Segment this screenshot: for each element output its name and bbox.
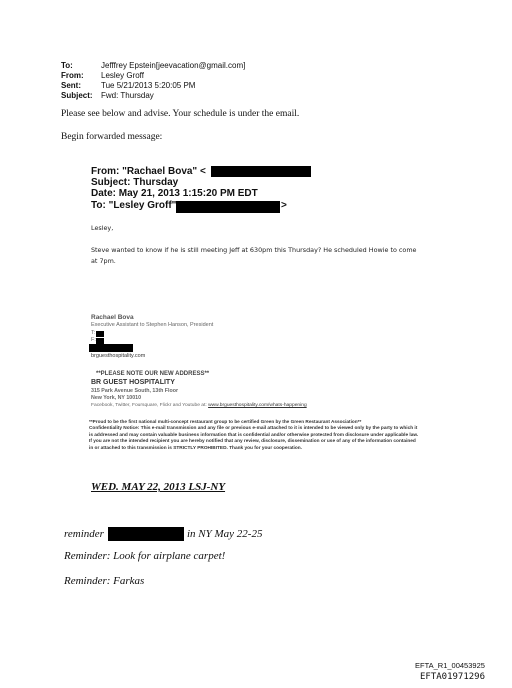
subject-label: Subject: bbox=[61, 91, 93, 100]
sent-label: Sent: bbox=[61, 81, 81, 90]
reminder-1-suffix: in NY May 22-25 bbox=[187, 528, 263, 540]
social-line bbox=[91, 403, 307, 408]
body-line-2: Begin forwarded message: bbox=[61, 132, 163, 142]
fwd-subject-line: Subject: Thursday bbox=[91, 177, 179, 188]
subject-value: Fwd: Thursday bbox=[101, 91, 154, 100]
confidentiality-notice: Confidentiality Notice: This e-mail transmission and any file or previous e-mail attached to it is intended to be viewed only by the party to which it is addressed and may contain valuable business information that is confidential and/or otherwise protected from disclosure under applicable law. If you are not the intended recipient you are hereby notified that any review, disclosure, dissemination or use of any of the information contained in or attached to this transmission is STRICTLY PROHIBITED. Thank you for your cooperation. bbox=[89, 426, 419, 451]
company-name: BR GUEST HOSPITALITY bbox=[91, 379, 175, 386]
redaction-box bbox=[176, 201, 280, 213]
document-id-2: EFTA01971296 bbox=[420, 672, 486, 682]
message-greeting: Lesley, bbox=[91, 224, 114, 232]
fwd-to-text: To: "Lesley Groff" bbox=[91, 200, 177, 211]
to-value: Jefffrey Epstein[jeevacation@gmail.com] bbox=[101, 61, 246, 70]
reminder-1-prefix: reminder bbox=[64, 528, 104, 540]
reminder-3: Reminder: Farkas bbox=[64, 575, 145, 587]
signature-title: Executive Assistant to Stephen Hanson, President bbox=[91, 322, 214, 328]
social-link[interactable]: www.brguesthospitality.com/whats-happening bbox=[208, 403, 307, 408]
schedule-heading: WED. MAY 22, 2013 LSJ-NY bbox=[91, 481, 226, 493]
header-subject-row bbox=[61, 91, 154, 101]
header-from-row bbox=[61, 71, 144, 81]
address-line-1: 315 Park Avenue South, 13th Floor bbox=[91, 388, 179, 394]
header-to-row bbox=[61, 61, 245, 71]
redaction-box bbox=[89, 344, 133, 352]
message-body: Steve wanted to know if he is still meeting Jeff at 630pm this Thursday? He scheduled Howie to come at 7pm. bbox=[91, 246, 417, 265]
signature-name: Rachael Bova bbox=[91, 314, 134, 321]
body-line-1: Please see below and advise. Your schedule is under the email. bbox=[61, 109, 300, 119]
document-id-1: EFTA_R1_00453925 bbox=[415, 661, 485, 670]
redaction-box bbox=[108, 527, 184, 541]
fwd-date-line: Date: May 21, 2013 1:15:20 PM EDT bbox=[91, 188, 258, 199]
signature-website: brguesthospitality.com bbox=[91, 353, 146, 359]
redaction-box bbox=[211, 166, 311, 177]
fwd-to-line bbox=[91, 200, 176, 211]
address-notice: **PLEASE NOTE OUR NEW ADDRESS** bbox=[96, 371, 210, 377]
fwd-from-line bbox=[91, 166, 206, 177]
address-line-2: New York, NY 10010 bbox=[91, 395, 142, 401]
fwd-from-text: From: "Rachael Bova" < bbox=[91, 166, 206, 177]
social-prefix: Facebook, Twitter, Foursquare, Flickr and Youtube at: bbox=[91, 403, 207, 408]
signature-t-label: T: bbox=[91, 330, 96, 336]
fwd-to-close: > bbox=[281, 200, 287, 211]
reminder-2: Reminder: Look for airplane carpet! bbox=[64, 550, 226, 562]
sent-value: Tue 5/21/2013 5:20:05 PM bbox=[101, 81, 196, 90]
from-value: Lesley Groff bbox=[101, 71, 144, 80]
from-label: From: bbox=[61, 71, 84, 80]
redaction-box bbox=[96, 331, 104, 337]
to-label: To: bbox=[61, 61, 73, 70]
green-certification: **Proud to be the first national multi-concept restaurant group to be certified Green by the Green Restaurant Association** bbox=[89, 419, 362, 424]
header-sent-row bbox=[61, 81, 195, 91]
signature-f-label: F: bbox=[91, 337, 96, 343]
